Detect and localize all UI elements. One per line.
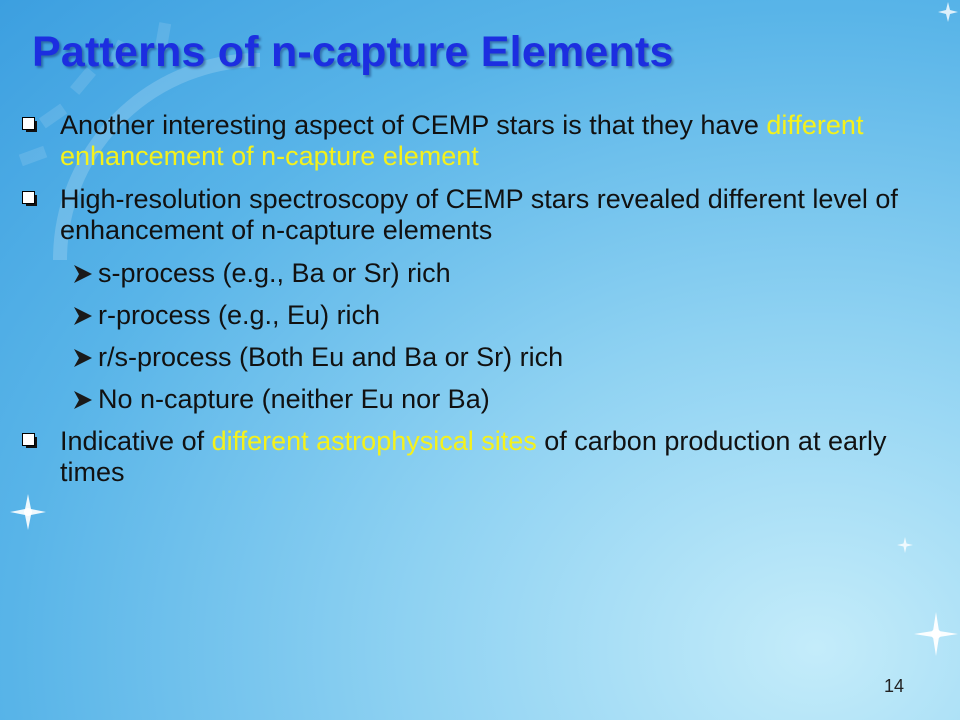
slide-content (22, 110, 902, 500)
arrow-bullet-icon (70, 388, 96, 412)
sub-bullet-item (70, 300, 902, 331)
square-bullet-icon (22, 117, 38, 133)
arrow-bullet-icon (70, 304, 96, 328)
sub-bullet-item (70, 342, 902, 373)
sparkle-icon (938, 2, 958, 22)
sub-bullet-text: r/s-process (Both Eu and Ba or Sr) rich (98, 342, 564, 372)
sub-bullet-item (70, 258, 902, 289)
square-bullet-icon (22, 191, 38, 207)
square-bullet-icon (22, 433, 38, 449)
sub-bullet-text: r-process (e.g., Eu) rich (98, 300, 381, 330)
sub-bullet-text: s-process (e.g., Ba or Sr) rich (98, 258, 451, 288)
sparkle-icon (914, 612, 958, 656)
bullet-text: Another interesting aspect of CEMP stars is that they have different enhancement of n-capture element (60, 110, 864, 171)
bullet-item (22, 110, 902, 172)
arrow-bullet-icon (70, 346, 96, 370)
arrow-bullet-icon (70, 262, 96, 286)
bullet-text: High-resolution spectroscopy of CEMP stars revealed different level of enhancement of n-capture elements (60, 184, 898, 245)
slide-title: Patterns of n-capture Elements (32, 28, 674, 76)
bullet-item (22, 426, 902, 488)
sparkle-icon (897, 537, 913, 553)
bullet-text: Indicative of different astrophysical sites of carbon production at early times (60, 426, 887, 487)
sub-bullet-text: No n-capture (neither Eu nor Ba) (98, 384, 490, 414)
page-number: 14 (884, 676, 905, 696)
bullet-item (22, 184, 902, 246)
sub-bullet-item (70, 384, 902, 415)
